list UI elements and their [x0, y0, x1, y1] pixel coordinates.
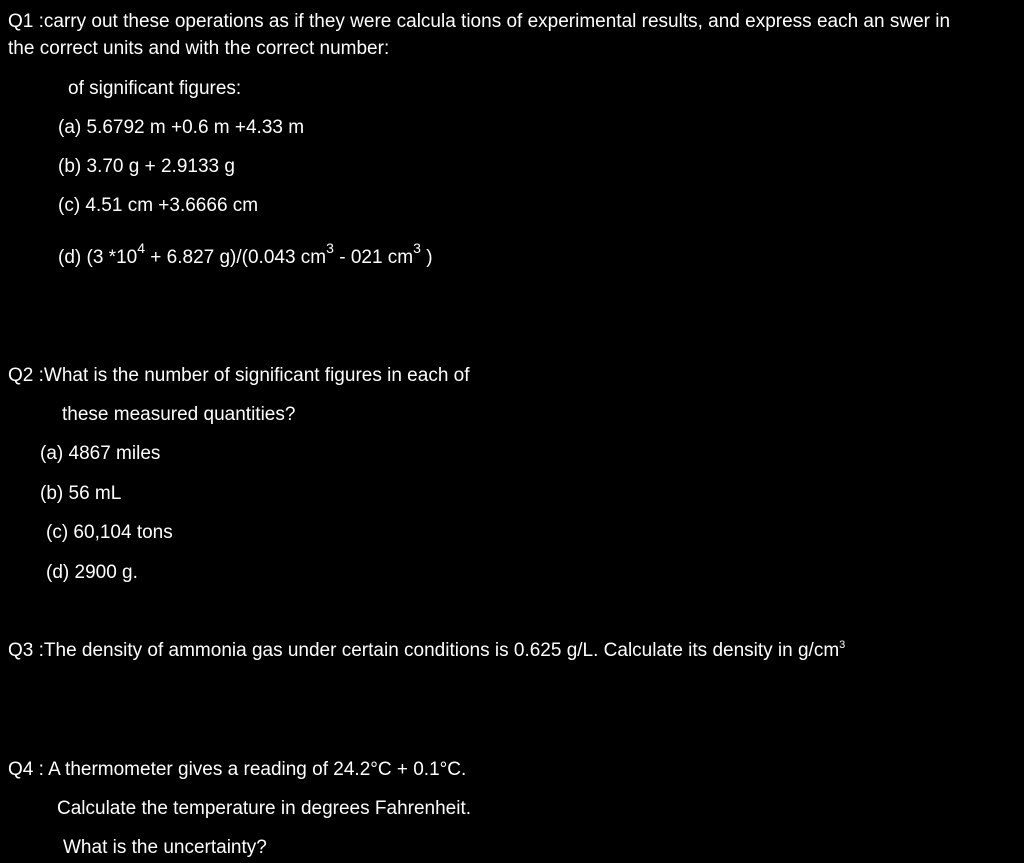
q2-item-a: (a) 4867 miles: [40, 443, 161, 464]
q1-item-d-exponent-2: 3: [326, 239, 334, 256]
q4-prompt-line-1: Q4 : A thermometer gives a reading of 24.2°C + 0.1°C.: [8, 759, 467, 780]
q1-prompt-line-2: the correct units and with the correct number:: [8, 38, 390, 59]
q2-prompt-line-2: these measured quantities?: [62, 404, 296, 425]
q1-item-d-exponent-3: 3: [413, 239, 421, 256]
q3-question-exponent: 3: [839, 638, 846, 651]
q1-item-d: [58, 239, 433, 269]
q2-item-d: (d) 2900 g.: [46, 562, 138, 583]
q1-item-c: (c) 4.51 cm +3.6666 cm: [58, 195, 259, 216]
q3-question-text: Q3 :The density of ammonia gas under certain conditions is 0.625 g/L. Calculate its density in g/cm: [8, 640, 840, 661]
q2-item-c: (c) 60,104 tons: [46, 522, 173, 543]
q1-item-d-part-2: + 6.827 g)/(0.043 cm: [145, 247, 327, 268]
q2-item-b: (b) 56 mL: [40, 483, 122, 504]
q4-prompt-line-3: What is the uncertainty?: [63, 837, 267, 858]
q2-prompt-line-1: Q2 :What is the number of significant figures in each of: [8, 365, 470, 386]
q1-item-d-exponent-1: 4: [137, 239, 145, 256]
q4-prompt-line-2: Calculate the temperature in degrees Fahrenheit.: [57, 798, 472, 819]
q1-prompt-line-3: of significant figures:: [68, 78, 242, 99]
q1-item-d-part-1: (d) (3 *10: [58, 247, 138, 268]
q3-question: [8, 640, 845, 662]
q1-prompt-line-1: Q1 :carry out these operations as if they were calcula tions of experimental results, and express each an swer in: [8, 11, 951, 32]
q1-item-b: (b) 3.70 g + 2.9133 g: [58, 156, 235, 177]
q1-item-a: (a) 5.6792 m +0.6 m +4.33 m: [58, 117, 305, 138]
q1-item-d-part-4: ): [420, 247, 433, 268]
q1-item-d-part-3: - 021 cm: [333, 247, 414, 268]
